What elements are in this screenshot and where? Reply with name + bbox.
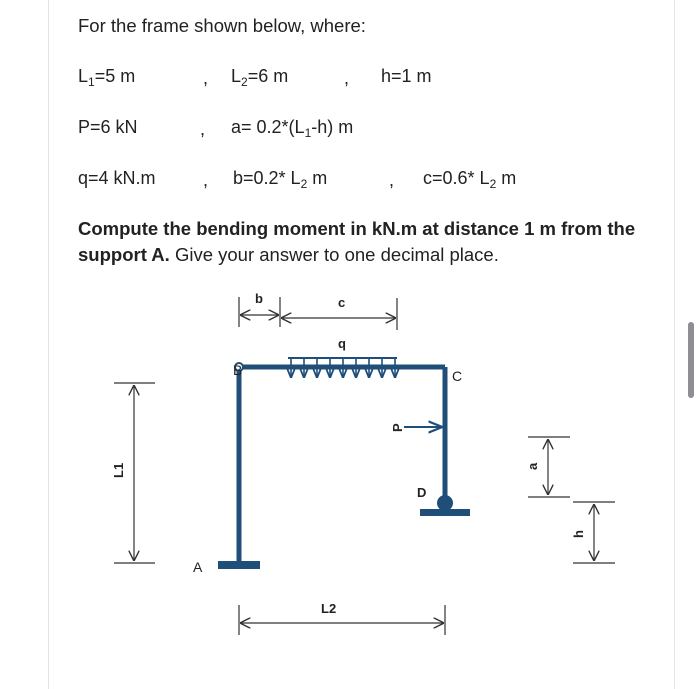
- separator-comma: ,: [203, 68, 209, 88]
- label-L2: L2: [321, 601, 337, 616]
- param-L1: $L_1=5$ m: [78, 66, 136, 89]
- fixed-support-A: [218, 561, 260, 569]
- param-P: P=6 kN: [78, 117, 138, 137]
- param-h: h=1 m: [381, 66, 432, 86]
- label-q: q: [338, 336, 346, 351]
- param-q: q=4 kN.m: [78, 168, 156, 188]
- separator-comma: ,: [200, 119, 206, 139]
- support-base-D: [420, 509, 470, 516]
- question-text: Compute the bending moment in kN.m at distance 1 m from the support A. Give your answer to one decimal place.: [78, 218, 636, 265]
- label-b: b: [255, 291, 263, 306]
- param-a: $a= 0.2*(L_1-h)$ m: [231, 117, 354, 140]
- separator-comma: ,: [389, 170, 395, 190]
- frame-structure: [218, 363, 470, 569]
- label-L1: L1: [111, 462, 126, 478]
- pin-support-D: [437, 495, 453, 511]
- label-D: D: [417, 485, 427, 500]
- label-C: C: [452, 368, 463, 384]
- dimension-L2: [239, 605, 445, 635]
- label-P: P: [390, 423, 405, 432]
- separator-comma: ,: [344, 68, 350, 88]
- separator-comma: ,: [203, 170, 209, 190]
- param-c: c=0.6* $L_2$ m: [423, 168, 517, 191]
- param-L2: $L_2=6$ m: [231, 66, 289, 89]
- label-h: h: [571, 530, 586, 538]
- label-B: B: [233, 362, 243, 378]
- intro-text: For the frame shown below, where:: [78, 15, 366, 36]
- label-c: c: [338, 295, 346, 310]
- label-a: a: [525, 462, 540, 470]
- label-A: A: [193, 559, 203, 575]
- param-b: b=0.2* $L_2$ m: [233, 168, 328, 191]
